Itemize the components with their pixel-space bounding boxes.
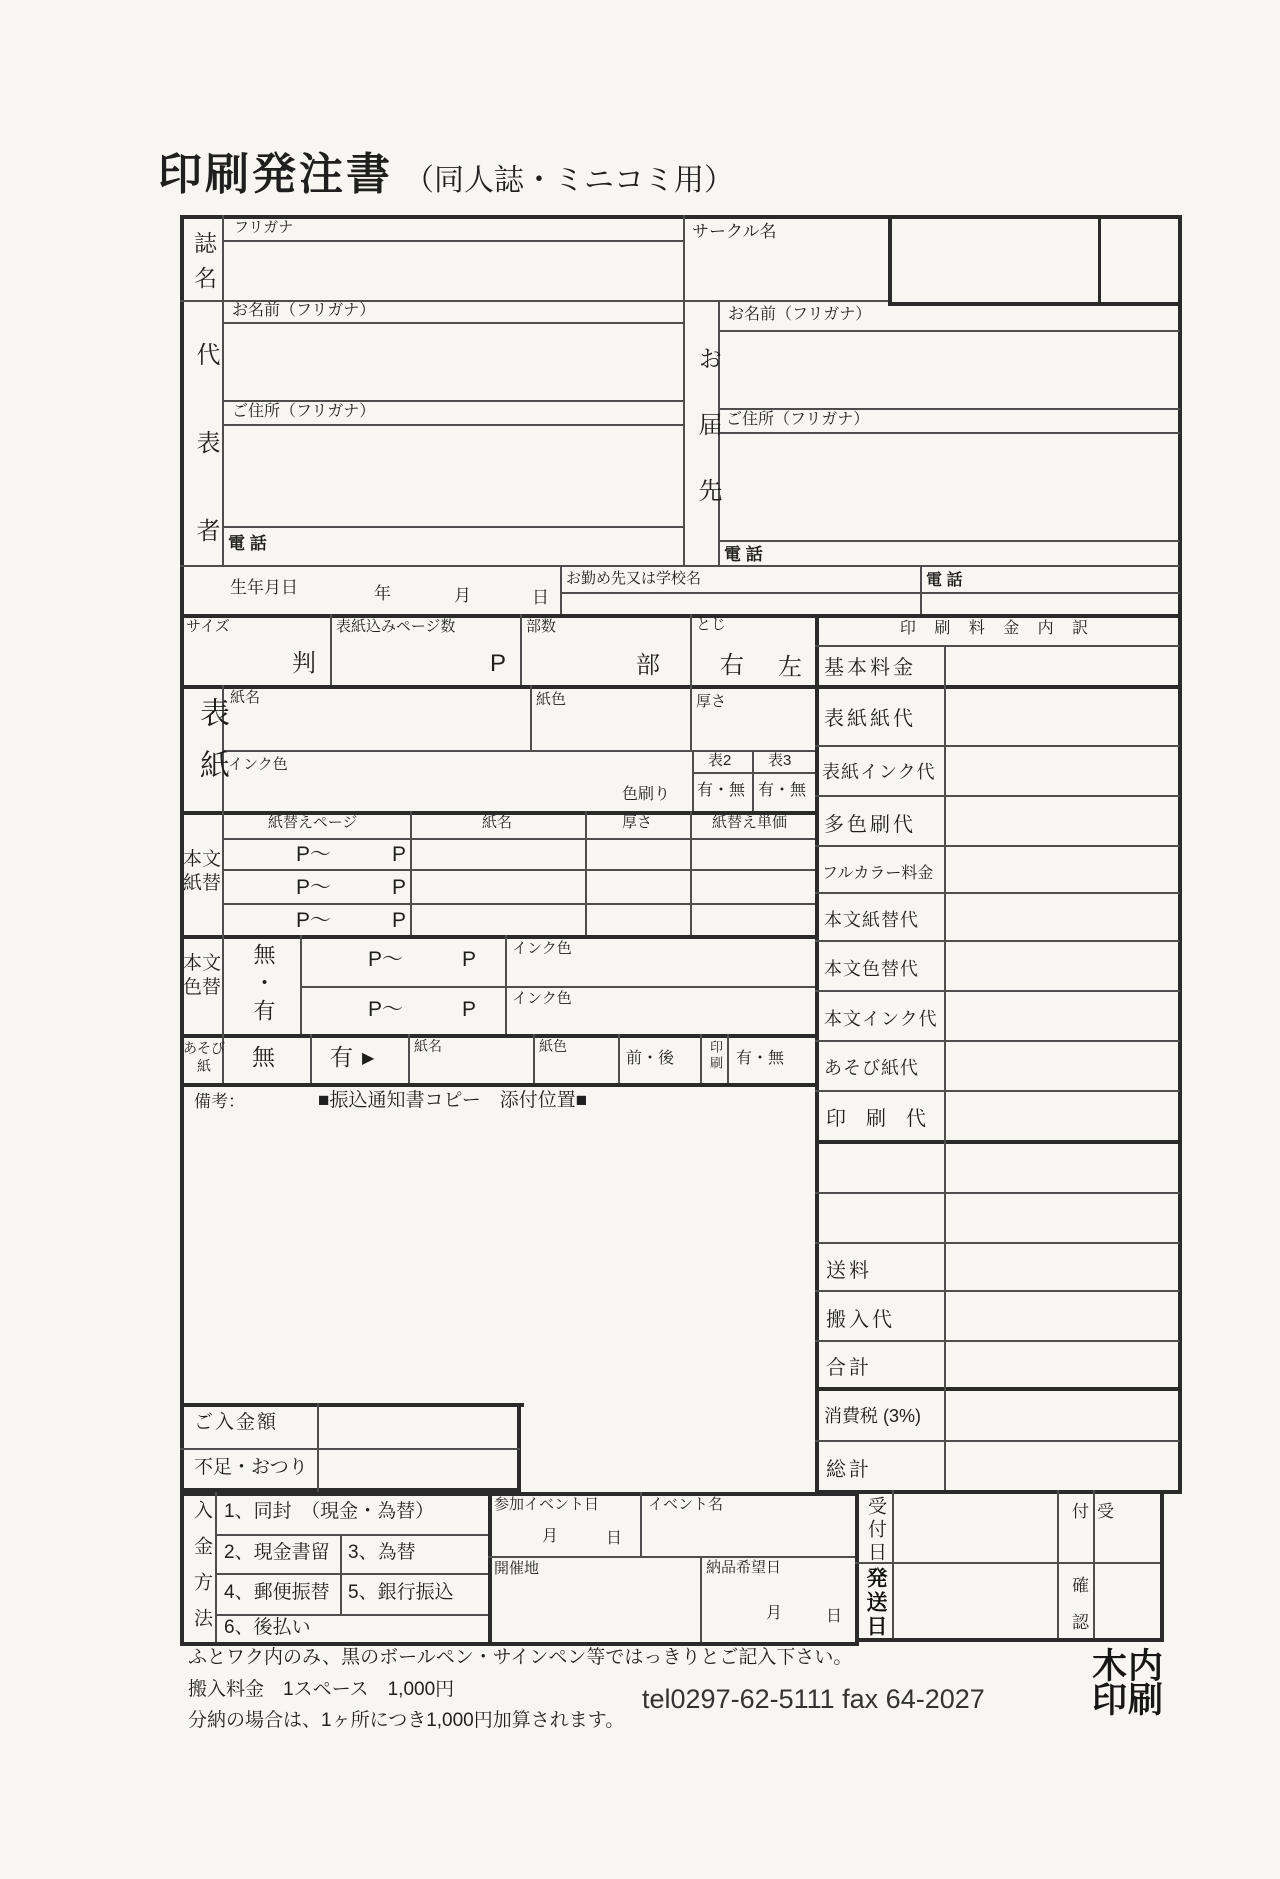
divider-line (727, 1034, 729, 1083)
payment-option-1[interactable]: 1、同封 （現金・為替） (224, 1501, 435, 1522)
delivery-tel-input[interactable] (775, 540, 1180, 565)
divider-line (560, 592, 1180, 594)
uketsuke-label: 受付 (1069, 1502, 1113, 1539)
venue-label: 開催地 (494, 1560, 540, 1577)
divider-line (1160, 1490, 1164, 1640)
divider-line (815, 892, 1180, 894)
divider-line (1057, 1490, 1059, 1638)
work-tel-input[interactable] (970, 592, 1180, 614)
divider-line (692, 750, 694, 811)
divider-line (300, 935, 302, 1034)
delivery-address-input[interactable] (718, 432, 1180, 540)
divider-line (815, 845, 1180, 847)
birth-day-label: 日 (532, 588, 549, 607)
circle-name-input[interactable] (683, 240, 888, 300)
divider-line (1178, 215, 1182, 1494)
size-unit-label: 判 (292, 650, 316, 677)
divider-line (215, 1492, 217, 1642)
venue-input[interactable] (488, 1575, 700, 1642)
event-day-label: 日 (606, 1530, 623, 1547)
kamigae-p-from: P～ (296, 843, 332, 866)
footer-note-1: ふとワク内のみ、黒のボールペン・サインペン等ではっきりとご記入下さい。 (188, 1647, 853, 1668)
divider-line (215, 1573, 488, 1575)
cover-thickness-label: 厚さ (696, 693, 727, 710)
divider-line (888, 302, 1180, 306)
copies-input[interactable] (520, 640, 632, 684)
contact-phone: tel0297-62-5111 fax 64-2027 (642, 1684, 985, 1714)
delivery-name-input[interactable] (718, 330, 1180, 408)
birth-month-label: 月 (454, 586, 471, 605)
irogae-p-to: P (462, 948, 477, 971)
divider-line (488, 1556, 855, 1558)
divider-line (815, 990, 1180, 992)
divider-line (222, 869, 815, 871)
asobi-yes-no-option[interactable]: 有・無 (736, 1050, 785, 1067)
event-name-input[interactable] (640, 1510, 855, 1556)
fee-table-header: 印 刷 料 金 内 訳 (899, 620, 1096, 637)
kamigae-thickness-header: 厚さ (622, 814, 653, 831)
birth-year-label: 年 (374, 584, 391, 603)
rep-name-input[interactable] (222, 322, 683, 400)
fee-row-label: 印 刷 代 (826, 1108, 926, 1130)
shimei-label: 誌名 (191, 231, 217, 301)
divider-line (815, 1340, 1180, 1342)
fee-row-label: 基本料金 (824, 657, 916, 679)
asobi-paper-name-label: 紙名 (414, 1038, 442, 1054)
irogae-ink-label: インク色 (512, 940, 572, 957)
fee-row-label: 本文インク代 (824, 1009, 938, 1029)
work-tel-label: 電 話 (926, 572, 963, 589)
page-title: 印刷発注書 (158, 150, 393, 199)
divider-line (215, 1614, 488, 1616)
asobi-label: あそび紙 (183, 1040, 225, 1074)
divider-line (855, 1638, 1164, 1642)
divider-line (683, 215, 685, 565)
divider-line (690, 811, 692, 935)
divider-line (180, 1642, 859, 1646)
asobi-paper-name-input[interactable] (408, 1052, 533, 1083)
divider-line (408, 1034, 410, 1083)
delivery-name-label: お名前（フリガナ） (728, 306, 872, 323)
divider-line (752, 750, 754, 811)
received-date-cell[interactable] (892, 1490, 1057, 1562)
divider-line (222, 903, 815, 905)
delivery-tel-label: 電 話 (724, 545, 763, 564)
biko-input[interactable] (180, 1115, 815, 1403)
kamigae-paper-name-header: 紙名 (482, 814, 513, 831)
binding-right-option[interactable]: 右 (720, 652, 744, 679)
divider-line (815, 745, 1180, 747)
representative-label: 代表者 (192, 342, 219, 606)
divider-line (533, 1034, 535, 1083)
cover3-label: 表3 (768, 752, 792, 769)
furigana-label: フリガナ (234, 219, 294, 236)
fee-row-label: フルカラー料金 (822, 865, 934, 882)
fee-row-label: 消費税 (3%) (824, 1406, 922, 1426)
pages-label: 表紙込みページ数 (336, 618, 456, 635)
divider-line (815, 795, 1180, 797)
cover2-yes-no-option[interactable]: 有・無 (697, 782, 746, 799)
kamigae-label: 本文紙替 (182, 849, 221, 894)
divider-line (180, 1403, 524, 1407)
divider-line (222, 526, 683, 528)
divider-line (300, 986, 815, 988)
cover-paper-name-label: 紙名 (230, 689, 261, 706)
shortage-input[interactable] (317, 1448, 520, 1492)
kamigae-p-to: P (392, 909, 407, 932)
divider-line (888, 216, 892, 306)
divider-line (330, 614, 332, 685)
arrow-right-icon: ▶ (362, 1050, 375, 1067)
asobi-paper-color-input[interactable] (533, 1052, 618, 1083)
footer-note-2: 搬入料金 1スペース 1,000円 (188, 1679, 455, 1700)
shortage-label: 不足・おつり (194, 1457, 308, 1478)
divider-line (222, 240, 683, 242)
divider-line (815, 1387, 1180, 1391)
fee-row-label: 送料 (826, 1260, 872, 1282)
payment-option-5[interactable]: 5、銀行振込 (348, 1582, 454, 1603)
kamigae-p-from: P～ (296, 909, 332, 932)
nyukin-amount-input[interactable] (317, 1403, 520, 1448)
divider-line (690, 685, 692, 750)
divider-line (560, 565, 562, 614)
biko-label: 備考： (194, 1092, 245, 1111)
event-name-label: イベント名 (648, 1496, 724, 1513)
divider-line (530, 685, 532, 750)
divider-line (640, 1492, 642, 1556)
irogae-ink-label: インク色 (512, 990, 572, 1007)
pages-input[interactable] (330, 640, 488, 684)
divider-line (815, 645, 1180, 647)
divider-line (690, 614, 692, 685)
divider-line (215, 1534, 488, 1536)
fee-row-label: 本文色替代 (824, 959, 919, 979)
stamp-box-left[interactable] (888, 216, 1098, 304)
divider-line (180, 685, 1180, 689)
divider-line (180, 215, 1180, 219)
biko-note: ■振込通知書コピー 添付位置■ (318, 1090, 588, 1111)
divider-line (815, 1290, 1180, 1292)
divider-line (488, 1492, 492, 1644)
kakunin-label: 確認 (1069, 1576, 1088, 1650)
cover3-yes-no-option[interactable]: 有・無 (758, 782, 807, 799)
divider-line (815, 1090, 1180, 1092)
delivery-date-label: 納品希望日 (706, 1559, 782, 1576)
fee-row-label: あそび紙代 (824, 1058, 919, 1078)
stamp-box-right[interactable] (1098, 216, 1180, 304)
delivery-to-label: お届先 (694, 346, 721, 544)
workplace-input[interactable] (560, 592, 920, 614)
fee-row-label: 多色刷代 (824, 814, 916, 836)
binding-left-option[interactable]: 左 (778, 654, 802, 681)
asobi-front-back-option[interactable]: 前・後 (626, 1050, 675, 1067)
divider-line (222, 838, 815, 840)
divider-line (815, 1440, 1180, 1442)
divider-line (892, 1490, 894, 1638)
divider-line (222, 322, 683, 324)
page-title-sub: （同人誌・ミニコミ用） (404, 164, 734, 197)
asobi-paper-color-label: 紙色 (539, 1038, 567, 1054)
divider-line (815, 1242, 1180, 1244)
fee-row-label: 表紙紙代 (824, 708, 916, 730)
size-label: サイズ (186, 618, 230, 635)
divider-line (718, 432, 1180, 434)
footer-note-3: 分納の場合は、1ヶ所につき1,000円加算されます。 (188, 1710, 625, 1731)
nyukin-amount-label: ご入金額 (194, 1412, 279, 1433)
delivery-address-label: ご住所（フリガナ） (726, 411, 870, 428)
divider-line (855, 1490, 859, 1644)
divider-line (815, 1040, 1180, 1042)
rep-address-input[interactable] (222, 424, 683, 526)
kamigae-p-to: P (392, 876, 407, 899)
received-date-label: 受付日 (865, 1496, 886, 1565)
rep-tel-label: 電 話 (228, 534, 267, 553)
fee-row-label: 搬入代 (826, 1309, 895, 1331)
kamigae-p-from: P～ (296, 876, 332, 899)
delivery-day-label: 日 (826, 1608, 843, 1625)
divider-line (222, 424, 683, 426)
birthdate-label: 生年月日 (230, 578, 298, 597)
divider-line (718, 540, 1180, 542)
shipped-date-cell[interactable] (892, 1562, 1057, 1638)
divider-line (718, 330, 1180, 332)
payment-option-4[interactable]: 4、郵便振替 (224, 1582, 330, 1603)
pages-unit-label: P (490, 650, 507, 677)
shimei-input[interactable] (222, 240, 683, 300)
divider-line (222, 400, 683, 402)
event-month-label: 月 (542, 1528, 559, 1545)
cover-ink-label: インク色 (228, 756, 288, 773)
fee-row-label: 本文紙替代 (824, 910, 919, 930)
irogae-label: 本文色替 (182, 953, 221, 998)
payment-option-2[interactable]: 2、現金書留 (224, 1542, 330, 1563)
shipped-date-label: 発送日 (864, 1567, 887, 1639)
kamigae-page-header: 紙替えページ (268, 814, 358, 831)
binding-label: とじ (696, 616, 727, 633)
cover-paper-color-label: 紙色 (536, 691, 567, 708)
copies-label: 部数 (526, 618, 557, 635)
cover-paper-name-input[interactable] (222, 700, 530, 750)
cover2-label: 表2 (708, 752, 732, 769)
fee-amounts-column[interactable] (944, 645, 1180, 1490)
divider-line (180, 565, 1180, 567)
asobi-no-option[interactable]: 無 (252, 1044, 275, 1070)
birthdate-input[interactable] (290, 565, 560, 614)
copies-unit-label: 部 (636, 652, 660, 679)
payment-option-3[interactable]: 3、為替 (348, 1542, 416, 1563)
divider-line (317, 1403, 319, 1492)
rep-name-label: お名前（フリガナ） (232, 302, 376, 319)
asobi-print-label: 印刷 (708, 1040, 723, 1072)
divider-line (180, 215, 184, 1646)
irogae-p-from: P～ (368, 948, 404, 971)
circle-name-label: サークル名 (692, 222, 777, 241)
divider-line (585, 811, 587, 935)
divider-line (815, 1140, 1180, 1144)
event-date-label: 参加イベント日 (494, 1496, 600, 1513)
asobi-yes-option[interactable]: 有 (330, 1044, 353, 1070)
divider-line (855, 1490, 1164, 1494)
divider-line (340, 1534, 342, 1614)
divider-line (618, 1034, 620, 1083)
divider-line (700, 1556, 702, 1642)
divider-line (180, 1448, 520, 1450)
kamigae-tanka-header: 紙替え単価 (712, 814, 788, 831)
cover-ink-input[interactable] (222, 772, 622, 811)
divider-line (815, 940, 1180, 942)
rep-address-label: ご住所（フリガナ） (232, 403, 376, 420)
divider-line (1098, 216, 1101, 306)
irogae-choice-option[interactable]: 無・有 (251, 943, 276, 1027)
divider-line (700, 1034, 702, 1083)
irogae-p-from: P～ (368, 998, 404, 1021)
color-print-label: 色刷り (622, 786, 671, 803)
divider-line (310, 1034, 312, 1083)
irogae-p-to: P (462, 998, 477, 1021)
divider-line (944, 645, 946, 1490)
fee-row-label: 総計 (826, 1459, 872, 1481)
fee-row-label: 合計 (826, 1357, 872, 1379)
divider-line (920, 565, 922, 614)
divider-line (718, 408, 1180, 410)
kiuchi-printing-logo: 木内印刷 (1092, 1647, 1165, 1721)
divider-line (520, 614, 522, 685)
fee-row-label: 表紙インク代 (822, 762, 936, 782)
divider-line (410, 811, 412, 935)
cover-label: 表紙 (195, 697, 228, 801)
payment-option-6[interactable]: 6、後払い (224, 1617, 311, 1638)
rep-tel-input[interactable] (280, 526, 683, 565)
workplace-label: お勤め先又は学校名 (566, 570, 702, 587)
payment-method-label: 入金方法 (191, 1500, 212, 1644)
divider-line (815, 1192, 1180, 1194)
divider-line (505, 935, 507, 1034)
kamigae-p-to: P (392, 843, 407, 866)
delivery-month-label: 月 (766, 1605, 783, 1622)
